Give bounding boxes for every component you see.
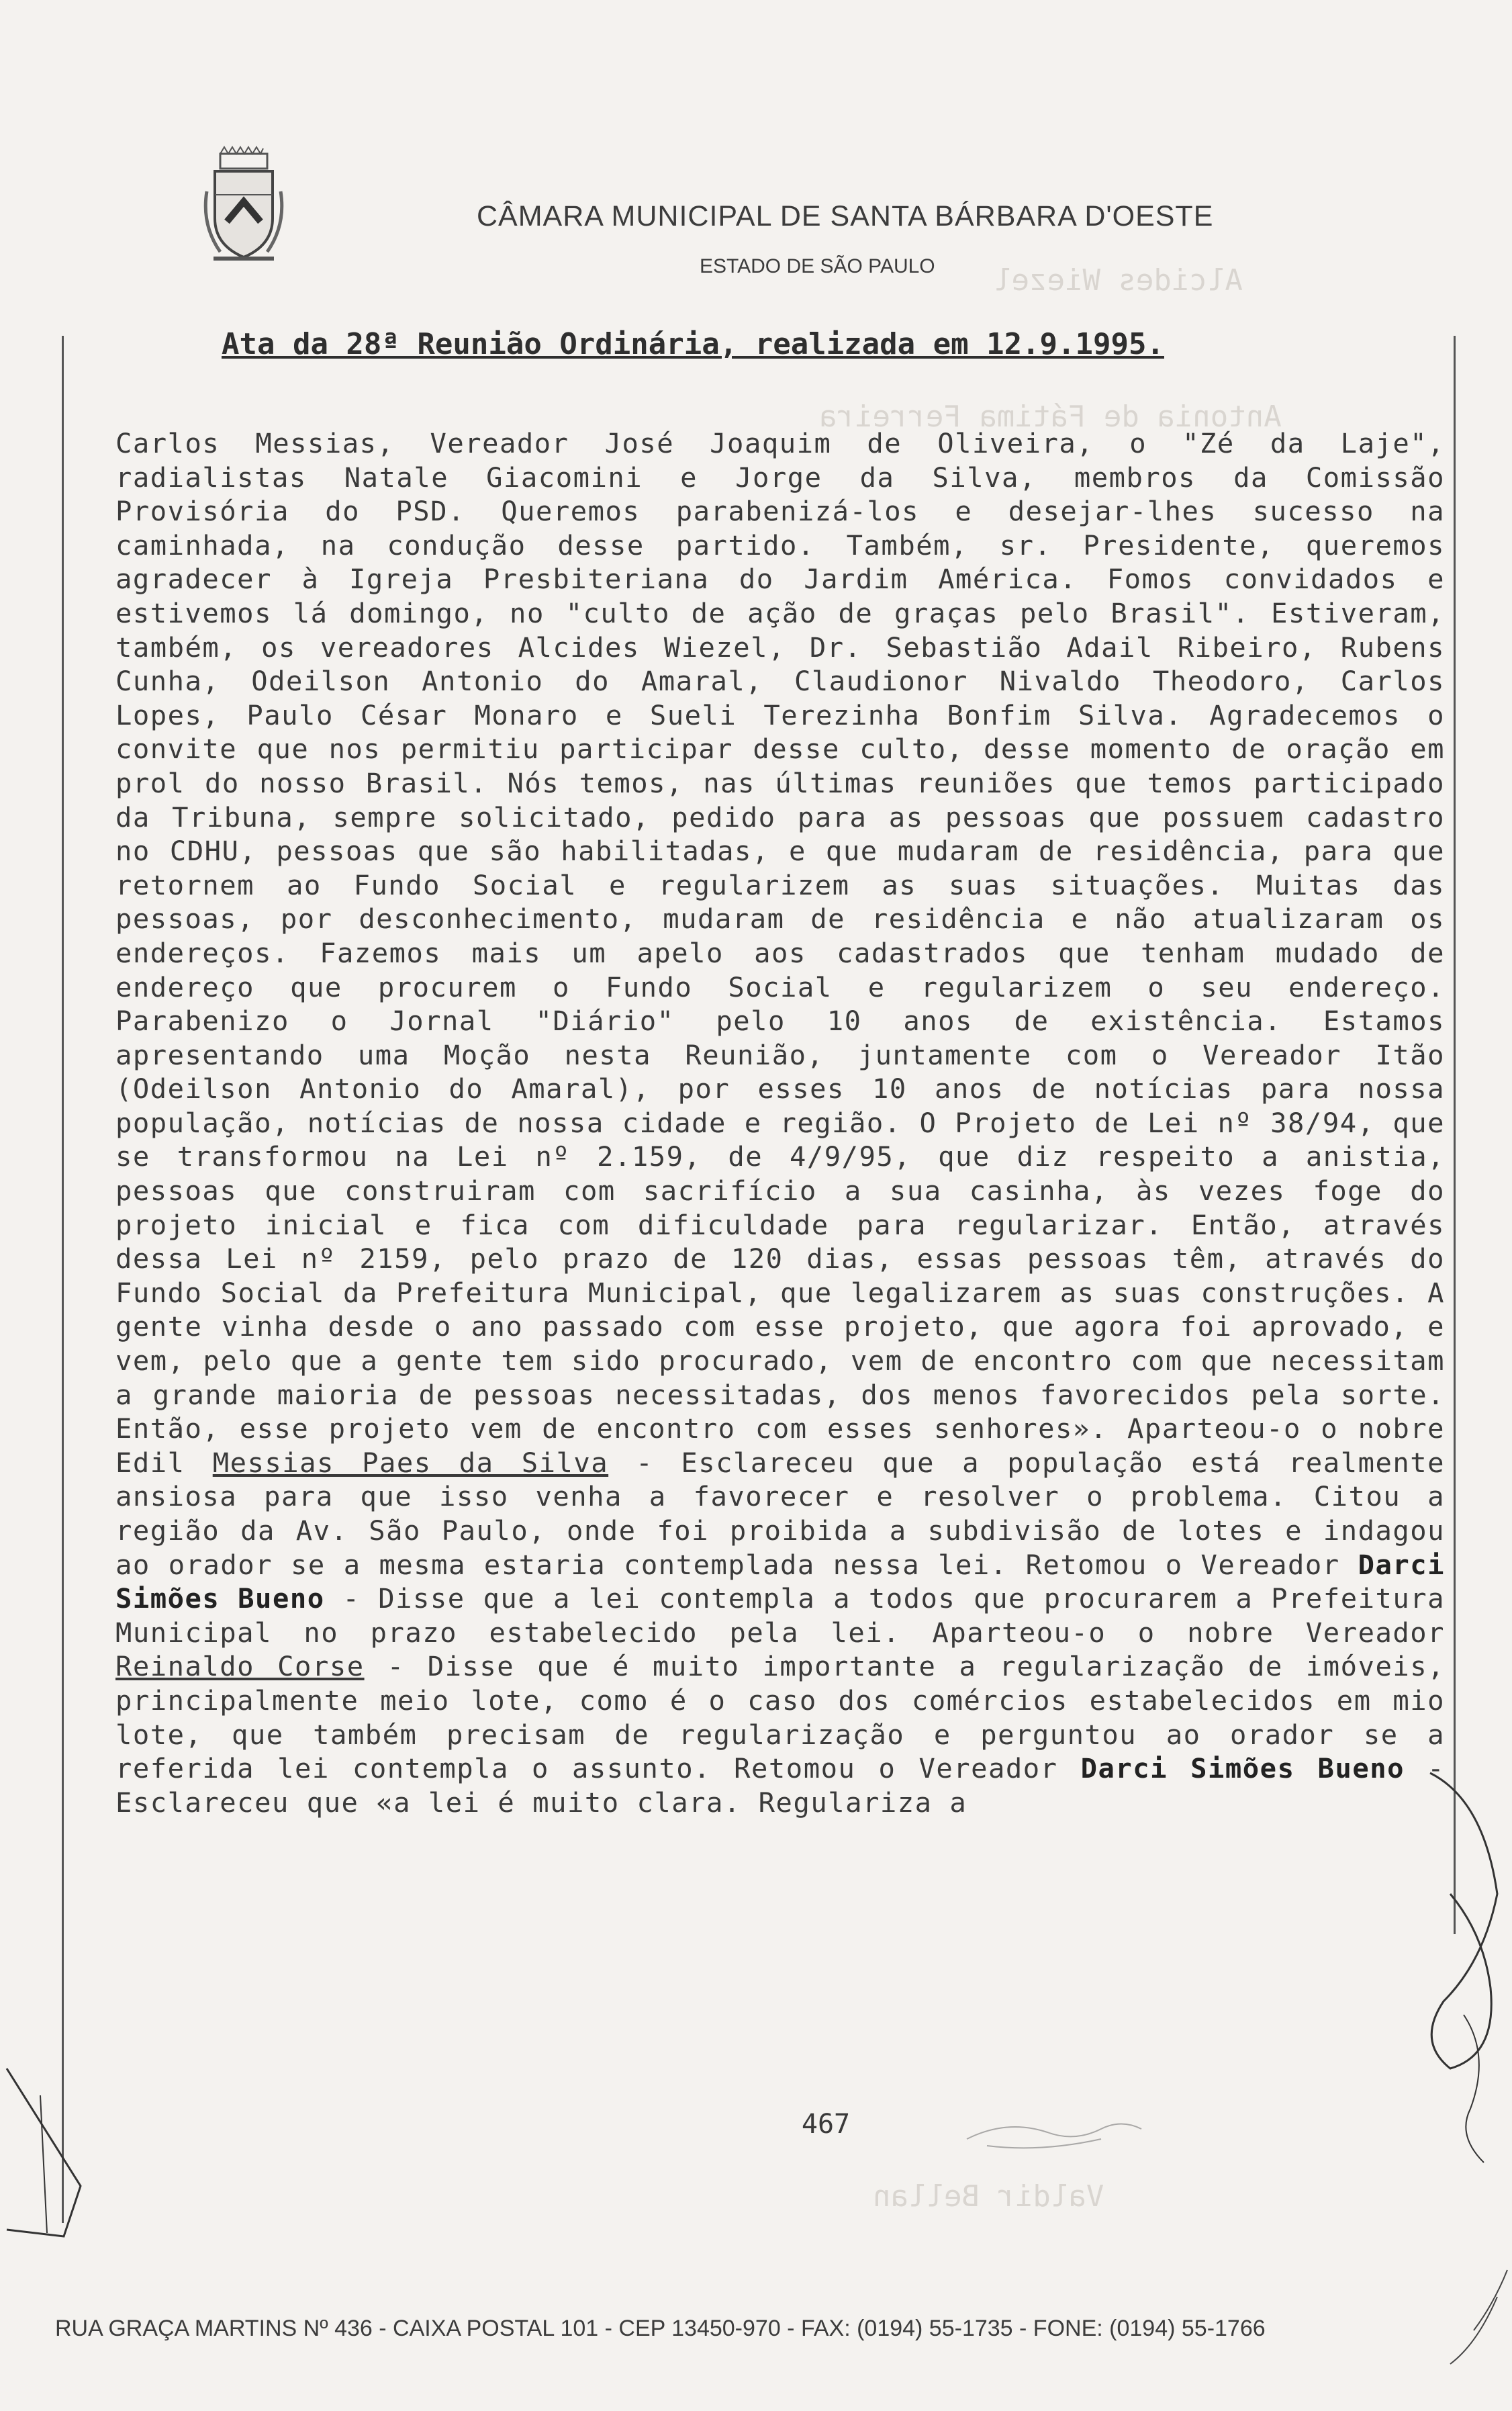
councilor-name: Darci Simões Bueno [115,1548,1445,1615]
body-paragraph: - Disse que é muito importante a regularização de imóveis, principalmente meio lote, como é o caso dos comércios estabelecidos em mio lote, que também precisam de regularização e perguntou ao orador se a referida lei contempla o assunto. Retomou o Vereador [115,1650,1445,1785]
coat-of-arms-icon [200,144,287,279]
show-through-text: Antonia de Fátima Ferreira [819,400,1282,434]
show-through-text: Alcides Wiezel [994,263,1243,298]
left-margin-line [62,336,64,2223]
footer-address: RUA GRAÇA MARTINS Nº 436 - CAIXA POSTAL 101 - CEP 13450-970 - FAX: (0194) 55-1735 - FONE: (0194) 55-1766 [55,2316,1266,2341]
header-subtitle: ESTADO DE SÃO PAULO [700,255,935,277]
body-paragraph: Carlos Messias, Vereador José Joaquim de Oliveira, o "Zé da Laje", radialistas Natale Giacomini e Jorge da Silva, membros da Comissão Provisória do PSD. Queremos parabenizá-los e desejar-lhes sucesso na caminhada, na condução desse partido. Também, sr. Presidente, queremos agradecer à Igreja Presbiteriana do Jardim América. Fomos convidados e estivemos lá domingo, no "culto de ação de graças pelo Brasil". Estiveram, também, os vereadores Alcides Wiezel, Dr. Sebastião Adail Ribeiro, Rubens Cunha, Odeilson Antonio do Amaral, Claudionor Nivaldo Theodoro, Carlos Lopes, Paulo César Monaro e Sueli Terezinha Bonfim Silva. Agradecemos o convite que nos permitiu participar desse culto, desse momento de oração em prol do nosso Brasil. Nós temos, nas últimas reuniões que temos participado da Tribuna, sempre solicitado, pedido para as pessoas que possuem cadastro no CDHU, pessoas que são habilitadas, e que mudaram de residência, para que retornem ao Fundo Social e regularizem as suas situações. Muitas das pessoas, por desconhecimento, mudaram de residência e não atualizaram os endereços. Fazemos mais um apelo aos cadastrados que tenham mudado de endereço que procurem o Fundo Social e regularizem o seu endereço. Parabenizo o Jornal "Diário" pelo 10 anos de existência. Estamos apresentando uma Moção nesta Reunião, juntamente com o Vereador Itão (Odeilson Antonio do Amaral), por esses 10 anos de notícias para nossa população, notícias de nossa cidade e região. O Projeto de Lei nº 38/94, que se transformou na Lei nº 2.159, de 4/9/95, que diz respeito a anistia, pessoas que construiram com sacrifício a sua casinha, às vezes foge do projeto inicial e fica com dificuldade para regularizar. Então, através dessa Lei nº 2159, pelo prazo de 120 dias, essas pessoas têm, através do Fundo Social da Prefeitura Municipal, que legalizarem as suas construções. A gente vinha desde o ano passado com esse projeto, que agora foi aprovado, e vem, pelo que a gente tem sido procurado, vem de encontro com que necessitam a grande maioria de pessoas necessitadas, dos menos favorecidos pela sorte. Então, esse projeto vem de encontro com esses senhores». Aparteou-o o nobre Edil [115,427,1445,1479]
councilor-name: Darci Simões Bueno [1080,1752,1405,1785]
body-paragraph: - Esclareceu que a população está realmente ansiosa para que isso venha a favorecer e resolver o problema. Citou a região da Av. São Paulo, onde foi proibida a subdivisão de lotes e indagou ao orador se a mesma estaria contemplada nessa lei. Retomou o Vereador [115,1446,1445,1581]
show-through-text: Valdir Bellan [873,2179,1104,2214]
minutes-title: Ata da 28ª Reunião Ordinária, realizada em 12.9.1995. [222,327,1164,361]
councilor-name: Messias Paes da Silva [212,1446,609,1479]
body-paragraph: - Esclareceu que «a lei é muito clara. Regulariza a [115,1752,1445,1819]
page-number: 467 [801,2109,851,2140]
right-margin-line [1454,336,1456,1934]
header-title: CÂMARA MUNICIPAL DE SANTA BÁRBARA D'OESTE [477,200,1214,232]
minutes-body [115,426,1445,1819]
councilor-name: Reinaldo Corse [115,1650,365,1683]
body-paragraph: - Disse que a lei contempla a todos que procurarem a Prefeitura Municipal no prazo estabelecido pela lei. Aparteou-o o nobre Vereador [115,1582,1445,1649]
